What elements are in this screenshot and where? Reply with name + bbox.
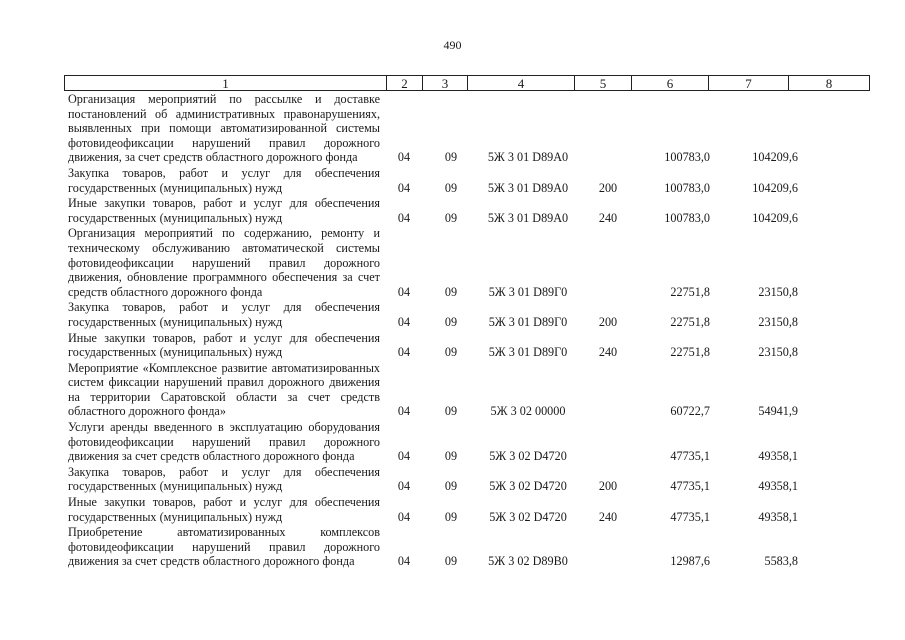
- table-row: [0, 166, 905, 196]
- row-sum-col6: 22751,8: [670, 345, 710, 360]
- row-subsection: 09: [444, 509, 458, 524]
- row-target-code: 5Ж 3 02 D4720: [489, 509, 567, 524]
- row-subsection: 09: [444, 449, 458, 464]
- table-row: [0, 92, 905, 166]
- row-subsection: 09: [444, 404, 458, 419]
- column-header-8: 8: [825, 76, 833, 91]
- row-subsection: 09: [444, 314, 458, 329]
- row-expense-type: [582, 299, 634, 300]
- column-header-7: 7: [709, 76, 789, 90]
- row-target-code: 5Ж 3 01 D89Г0: [488, 314, 568, 329]
- row-name: Организация мероприятий по рассылке и доставке постановлений об административных правонарушениях, выявленных при помощи автоматизированной системы фотовидеофиксации нарушений правил дорожного движения, за счет средств областного дорожного фонда: [68, 92, 380, 165]
- column-header-2: 2: [387, 76, 423, 90]
- row-sum-col7: 5583,8: [764, 554, 798, 569]
- row-name: Мероприятие «Комплексное развитие автоматизированных систем фиксации нарушений правил дорожного движения на территории Саратовской области за счет средств областного дорожного фонда»: [68, 360, 380, 419]
- row-target-code: 5Ж 3 01 D89Г0: [488, 345, 568, 360]
- row-subsection: 09: [444, 180, 458, 195]
- table-row: [0, 495, 905, 525]
- row-sum-col6: 100783,0: [664, 150, 710, 165]
- column-header-3: 3: [423, 76, 468, 90]
- row-section: 04: [397, 449, 411, 464]
- column-header-4: 4: [468, 76, 575, 90]
- row-sum-col7: 49358,1: [758, 479, 798, 494]
- table-row: [0, 300, 905, 330]
- row-target-code: 5Ж 3 02 00000: [490, 404, 566, 419]
- row-expense-type: [582, 464, 634, 465]
- column-header-1: 1: [65, 76, 387, 90]
- row-sum-col6: 60722,7: [670, 404, 710, 419]
- row-subsection: 09: [444, 479, 458, 494]
- row-section: 04: [397, 284, 411, 299]
- row-sum-col6: 12987,6: [670, 554, 710, 569]
- row-section: 04: [397, 404, 411, 419]
- row-section: 04: [397, 509, 411, 524]
- row-expense-type: 240: [598, 345, 618, 360]
- row-sum-col6: 47735,1: [670, 479, 710, 494]
- row-sum-col7: 104209,6: [752, 150, 798, 165]
- row-target-code: 5Ж 3 02 D4720: [489, 449, 567, 464]
- row-section: 04: [397, 210, 411, 225]
- table-row: [0, 331, 905, 361]
- row-expense-type: 200: [598, 479, 618, 494]
- row-expense-type: 240: [598, 509, 618, 524]
- row-expense-type: [582, 419, 634, 420]
- row-sum-col7: 49358,1: [758, 449, 798, 464]
- row-name: Иные закупки товаров, работ и услуг для обеспечения государственных (муниципальных) нужд: [68, 495, 380, 524]
- row-sum-col6: 22751,8: [670, 284, 710, 299]
- row-subsection: 09: [444, 284, 458, 299]
- row-target-code: 5Ж 3 02 D4720: [489, 479, 567, 494]
- row-sum-col6: 22751,8: [670, 314, 710, 329]
- row-expense-type: 200: [598, 314, 618, 329]
- row-name: Закупка товаров, работ и услуг для обеспечения государственных (муниципальных) нужд: [68, 165, 380, 195]
- row-target-code: 5Ж 3 01 D89A0: [487, 180, 569, 195]
- table-row: [0, 420, 905, 465]
- row-target-code: 5Ж 3 01 D89Г0: [488, 284, 568, 299]
- row-section: 04: [397, 150, 411, 165]
- table-row: [0, 525, 905, 570]
- row-target-code: 5Ж 3 01 D89A0: [487, 210, 569, 225]
- row-sum-col7: 49358,1: [758, 509, 798, 524]
- row-sum-col6: 100783,0: [664, 180, 710, 195]
- row-sum-col7: 23150,8: [758, 314, 798, 329]
- column-header-5: 5: [575, 76, 632, 90]
- row-section: 04: [397, 554, 411, 569]
- row-subsection: 09: [444, 210, 458, 225]
- table-body: [0, 92, 905, 570]
- row-sum-col7: 104209,6: [752, 180, 798, 195]
- row-name: Иные закупки товаров, работ и услуг для обеспечения государственных (муниципальных) нужд: [68, 196, 380, 225]
- row-subsection: 09: [444, 554, 458, 569]
- page-number: 490: [443, 38, 462, 52]
- row-sum-col7: 23150,8: [758, 345, 798, 360]
- row-name: Закупка товаров, работ и услуг для обеспечения государственных (муниципальных) нужд: [68, 300, 380, 329]
- row-expense-type: 200: [598, 180, 618, 195]
- row-subsection: 09: [444, 150, 458, 165]
- row-name: Организация мероприятий по содержанию, ремонту и техническому обслуживанию автоматической системы фотовидеофиксации нарушений правил дорожного движения, обновление программного обеспечения за счет средств областного дорожного фонда: [68, 226, 380, 299]
- row-name: Приобретение автоматизированных комплексов фотовидеофиксации нарушений правил дорожного движения за счет средств областного дорожного фонда: [68, 525, 380, 569]
- table-header: [64, 75, 870, 91]
- row-expense-type: [582, 569, 634, 570]
- row-sum-col6: 100783,0: [664, 210, 710, 225]
- table-row: [0, 465, 905, 495]
- row-expense-type: [582, 165, 634, 166]
- row-sum-col7: 54941,9: [758, 404, 798, 419]
- row-target-code: 5Ж 3 02 D89B0: [488, 554, 568, 569]
- row-name: Иные закупки товаров, работ и услуг для обеспечения государственных (муниципальных) нужд: [68, 330, 380, 360]
- row-target-code: 5Ж 3 01 D89A0: [487, 150, 569, 165]
- table-row: [0, 226, 905, 300]
- row-section: 04: [397, 314, 411, 329]
- row-sum-col6: 47735,1: [670, 449, 710, 464]
- row-name: Закупка товаров, работ и услуг для обеспечения государственных (муниципальных) нужд: [68, 464, 380, 494]
- row-section: 04: [397, 479, 411, 494]
- table-row: [0, 361, 905, 420]
- row-sum-col7: 23150,8: [758, 284, 798, 299]
- row-section: 04: [397, 180, 411, 195]
- row-expense-type: 240: [598, 210, 618, 225]
- row-subsection: 09: [444, 345, 458, 360]
- column-header-6: 6: [632, 76, 709, 90]
- row-sum-col6: 47735,1: [670, 509, 710, 524]
- row-sum-col7: 104209,6: [752, 210, 798, 225]
- row-name: Услуги аренды введенного в эксплуатацию оборудования фотовидеофиксации нарушений правил дорожного движения за счет средств областного дорожного фонда: [68, 420, 380, 464]
- row-section: 04: [397, 345, 411, 360]
- table-row: [0, 196, 905, 226]
